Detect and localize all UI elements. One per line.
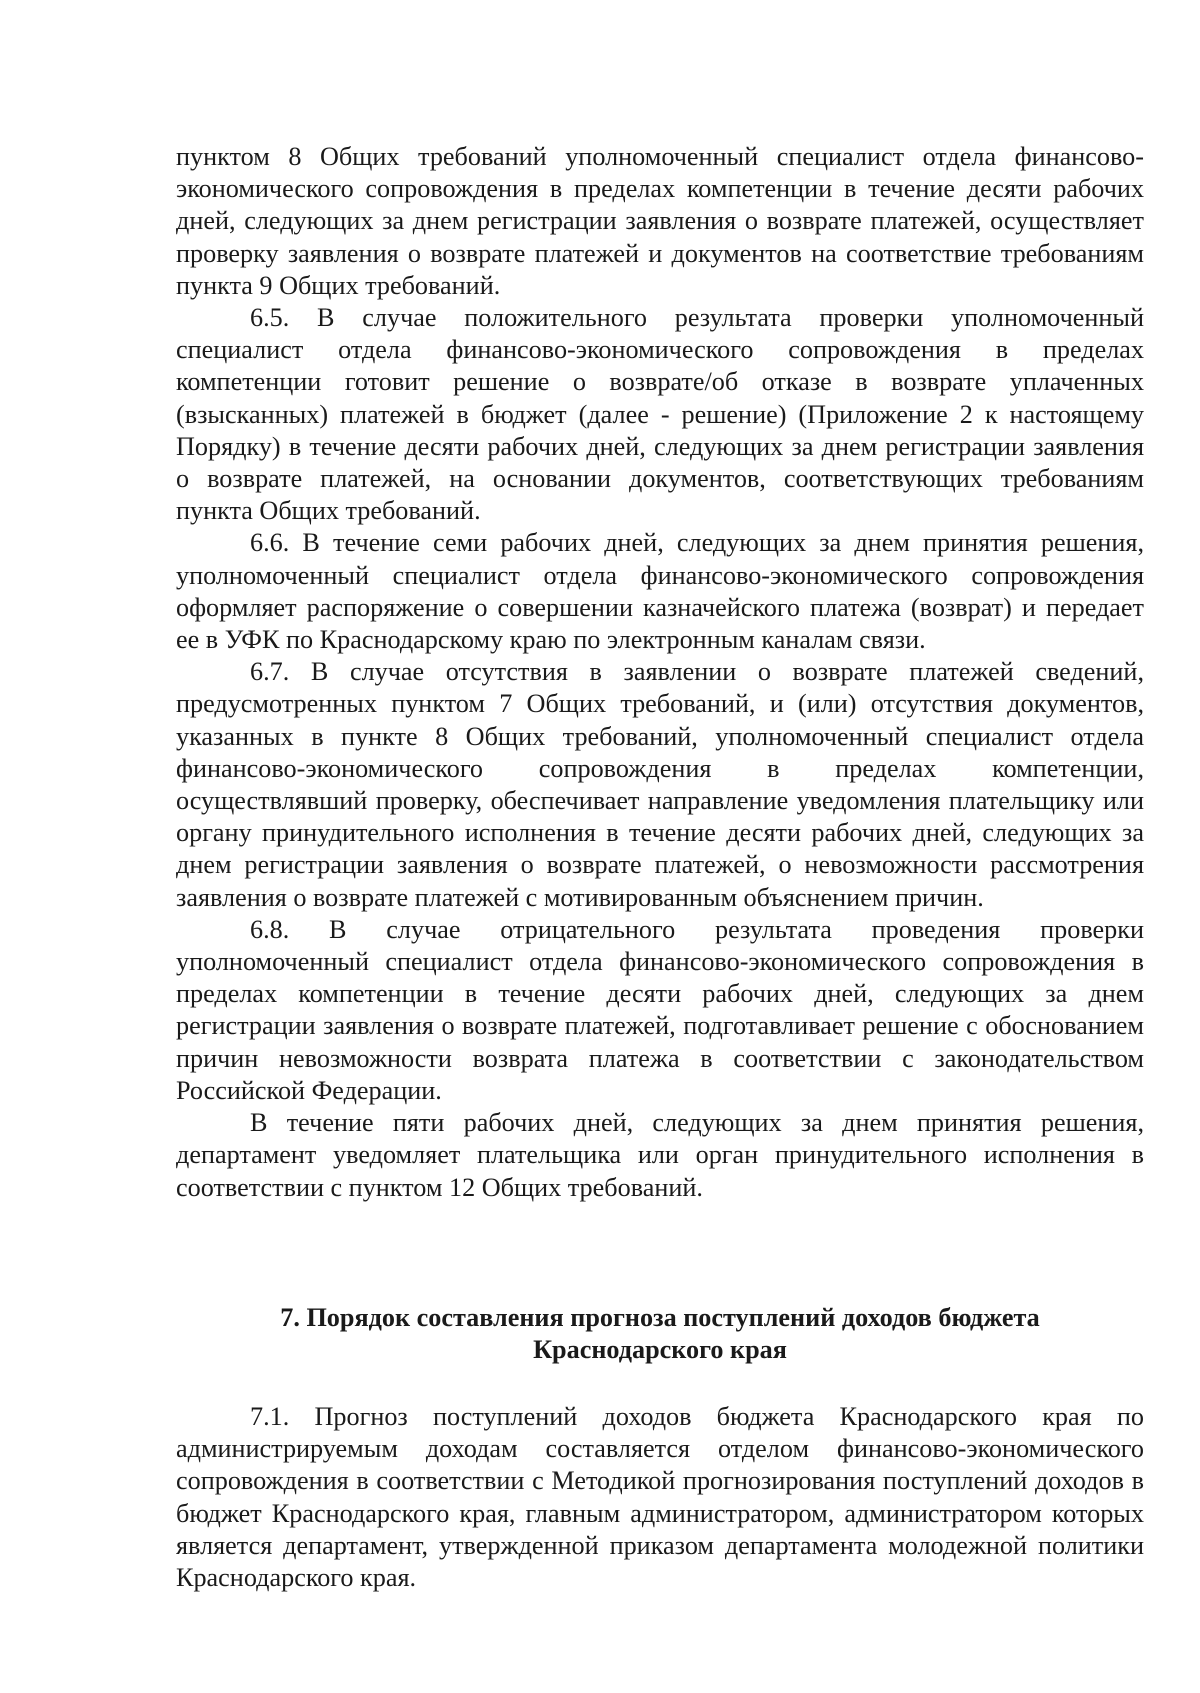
document-body-top (176, 141, 1144, 1204)
section-heading-line-1: 7. Порядок составления прогноза поступлений доходов бюджета (280, 1303, 1040, 1332)
paragraph-continuation: пунктом 8 Общих требований уполномоченный специалист отдела финансово-экономического сопровождения в пределах компетенции в течение десяти рабочих дней, следующих за днем регистрации заявления о возврате платежей, осуществляет проверку заявления о возврате платежей и документов на соответствие требованиям пункта 9 Общих требований. (176, 142, 1144, 300)
paragraph-notification: В течение пяти рабочих дней, следующих за днем принятия решения, департамент уведомляет плательщика или орган принудительного исполнения в соответствии с пунктом 12 Общих требований. (176, 1108, 1144, 1202)
section-heading (176, 1302, 1144, 1366)
paragraph-7-1: 7.1. Прогноз поступлений доходов бюджета Краснодарского края по администрируемым доходам составляется отделом финансово-экономического сопровождения в соответствии с Методикой прогнозирования поступлений доходов в бюджет Краснодарского края, главным администратором, администратором которых является департамент, утвержденной приказом департамента молодежной политики Краснодарского края. (176, 1402, 1144, 1593)
paragraph-6-7: 6.7. В случае отсутствия в заявлении о возврате платежей сведений, предусмотренных пунктом 7 Общих требований, и (или) отсутствия документов, указанных в пункте 8 Общих требований, уполномоченный специалист отдела финансово-экономического сопровождения в пределах компетенции, осуществлявший проверку, обеспечивает направление уведомления плательщику или органу принудительного исполнения в течение десяти рабочих дней, следующих за днем регистрации заявления о возврате платежей, о невозможности рассмотрения заявления о возврате платежей с мотивированным объяснением причин. (176, 657, 1144, 912)
section-heading-line-2: Краснодарского края (533, 1335, 787, 1365)
paragraph-6-8: 6.8. В случае отрицательного результата проведения проверки уполномоченный специалист отдела финансово-экономического сопровождения в пределах компетенции в течение десяти рабочих дней, следующих за днем регистрации заявления о возврате платежей, подготавливает решение с обоснованием причин невозможности возврата платежа в соответствии с законодательством Российской Федерации. (176, 914, 1144, 1105)
paragraph-6-5: 6.5. В случае положительного результата проверки уполномоченный специалист отдела финансово-экономического сопровождения в пределах компетенции готовит решение о возврате/об отказе в возврате уплаченных (взысканных) платежей в бюджет (далее - решение) (Приложение 2 к настоящему Порядку) в течение десяти рабочих дней, следующих за днем регистрации заявления о возврате платежей, на основании документов, соответствующих требованиям пункта Общих требований. (176, 303, 1144, 526)
document-body-bottom (176, 1401, 1144, 1594)
paragraph-6-6: 6.6. В течение семи рабочих дней, следующих за днем принятия решения, уполномоченный специалист отдела финансово-экономического сопровождения оформляет распоряжение о совершении казначейского платежа (возврат) и передает ее в УФК по Краснодарскому краю по электронным каналам связи. (176, 528, 1144, 655)
